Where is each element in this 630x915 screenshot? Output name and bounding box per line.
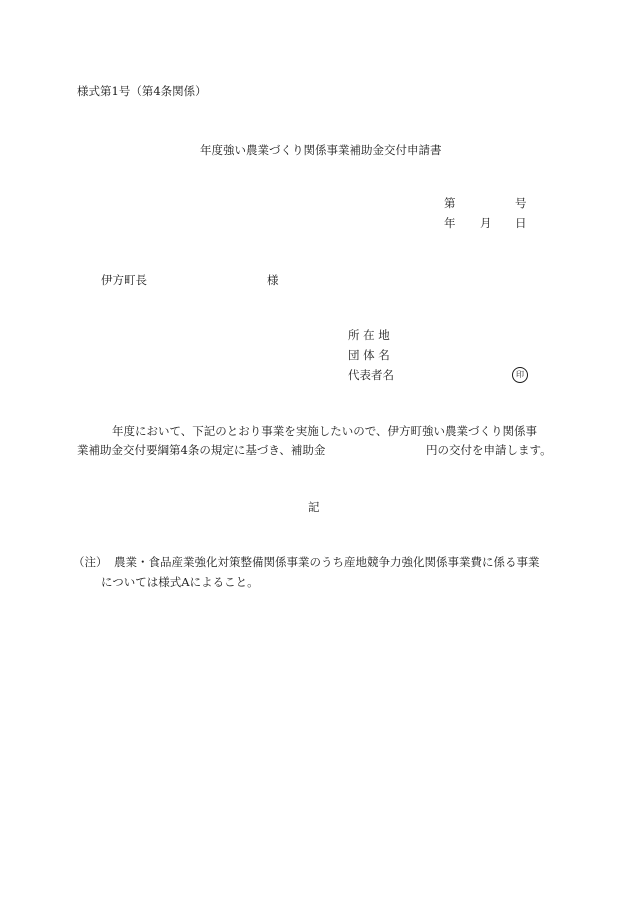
body-text-line-2-start: 業補助金交付要綱第4条の規定に基づき、補助金 — [77, 443, 326, 457]
note-label: （注） — [73, 555, 108, 569]
address-label: 所 在 地 — [348, 328, 390, 342]
note-line-1: 農業・食品産業強化対策整備関係事業のうち産地競争力強化関係事業費に係る事業 — [114, 555, 540, 569]
seal-icon: 印 — [512, 367, 528, 383]
date-month: 月 — [480, 216, 492, 230]
note-line-2: については様式Aによること。 — [101, 575, 259, 589]
date-year: 年 — [444, 216, 456, 230]
representative-label: 代表者名 — [348, 368, 394, 382]
document-title: 年度強い農業づくり関係事業補助金交付申請書 — [200, 143, 442, 157]
ki-heading: 記 — [308, 500, 320, 514]
date-day: 日 — [515, 216, 527, 230]
group-name-label: 団 体 名 — [348, 348, 390, 362]
doc-number-prefix: 第 — [444, 196, 456, 210]
doc-number-suffix: 号 — [515, 196, 527, 210]
body-text-line-2-end: 円の交付を申請します。 — [426, 443, 552, 457]
form-number-label: 様式第1号（第4条関係） — [77, 84, 207, 98]
addressee-name: 伊方町長 — [101, 273, 147, 287]
addressee-honorific: 様 — [267, 273, 279, 287]
body-text-line-1: 年度において、下記のとおり事業を実施したいので、伊方町強い農業づくり関係事 — [112, 424, 538, 438]
